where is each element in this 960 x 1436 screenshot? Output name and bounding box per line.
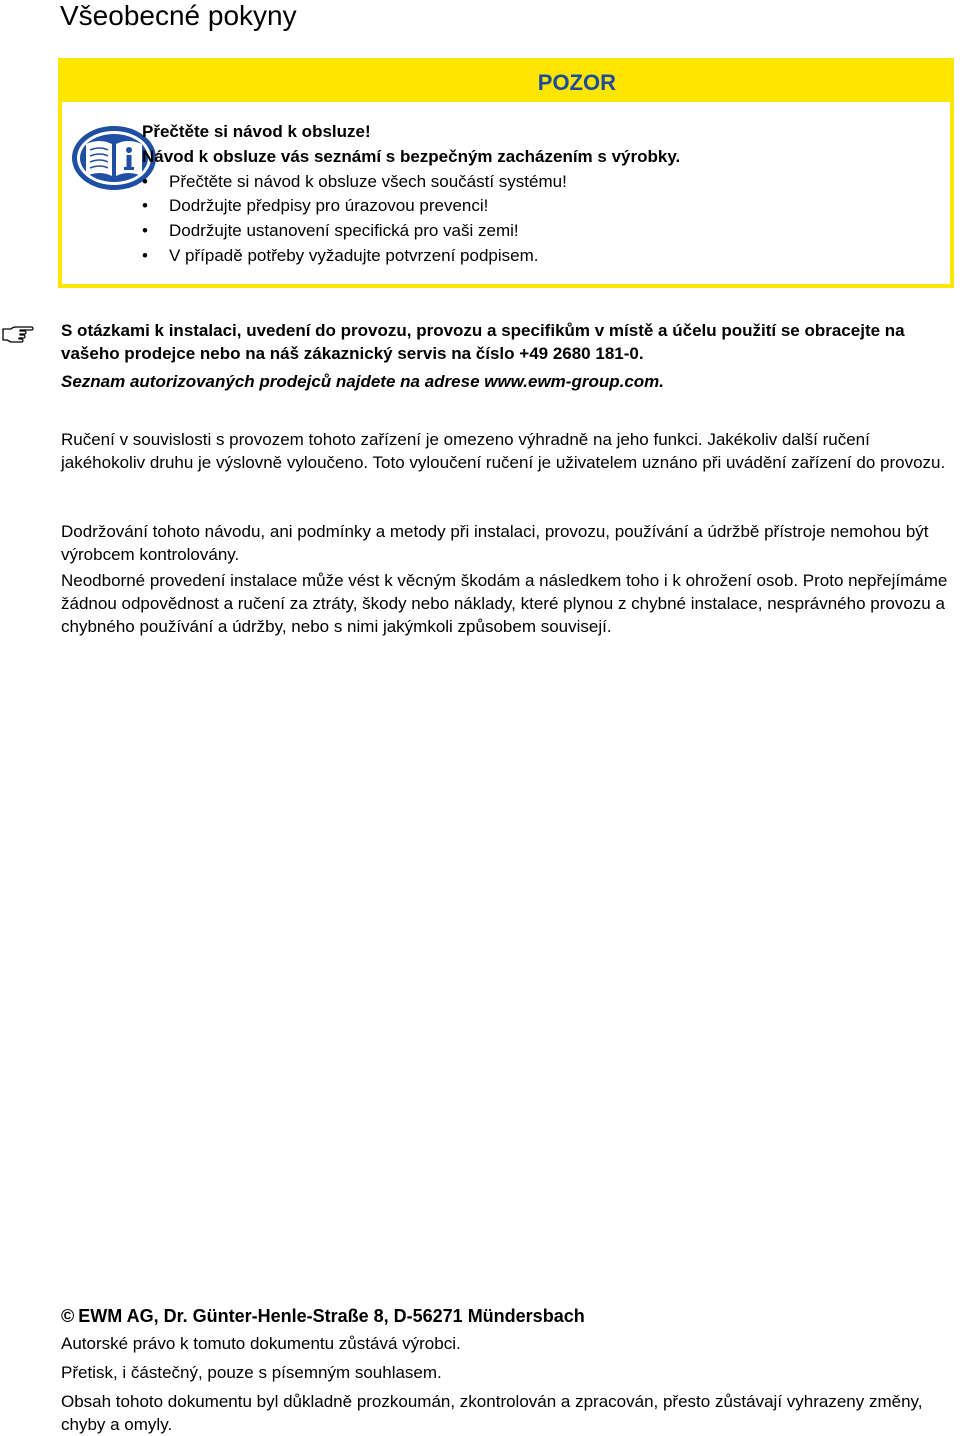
service-note-text: S otázkami k instalaci, uvedení do provozu, provozu a specifikům v místě a účelu použití se obracejte na vašeho prodejce nebo na náš zákaznický servis na číslo +49 2680 181-0.	[61, 321, 905, 363]
caution-list-item: • Přečtěte si návod k obsluze všech součástí systému!	[142, 170, 680, 195]
caution-heading-2: Návod k obsluze vás seznámí s bezpečným zacházením s výrobky.	[142, 146, 681, 166]
footer-line-3: Obsah tohoto dokumentu byl důkladně prozkoumán, zkontrolován a zpracován, přesto zůstávají vyhrazeny změny, chyby a omyly.	[61, 1392, 923, 1434]
footer-line-2: Přetisk, i částečný, pouze s písemným souhlasem.	[61, 1363, 442, 1382]
caution-list-item: • Dodržujte předpisy pro úrazovou prevenci!	[142, 194, 680, 219]
caution-box	[58, 58, 954, 288]
liability-paragraph: Ručení v souvislosti s provozem tohoto zařízení je omezeno výhradně na jeho funkci. Jakékoliv další ručení jakéhokoliv druhu je výslovně vyloučeno. Toto vyloučení ručení je uživatelem uznáno při uvádění zařízení do provozu.	[61, 430, 946, 472]
dealer-list-link[interactable]: Seznam autorizovaných prodejců najdete na adrese www.ewm-group.com.	[61, 372, 665, 391]
caution-list	[142, 170, 680, 269]
copyright-line	[61, 1305, 951, 1328]
pointing-hand-icon	[1, 320, 35, 346]
disclaimer-paragraph: Neodborné provedení instalace může vést k věcným škodám a následkem toho i k ohrožení osob. Proto nepřejímáme žádnou odpovědnost a ručení za ztráty, škody nebo náklady, které plynou z chybné instalace, nesprávného provozu a chybného používání a údržby, nebo s nimi jakýmkoli způsobem souvisejí.	[61, 571, 948, 636]
caution-heading-1: Přečtěte si návod k obsluze!	[142, 122, 371, 141]
footer	[61, 1305, 951, 1436]
caution-title: POZOR	[537, 70, 616, 95]
caution-text	[142, 120, 680, 269]
footer-line-1: Autorské právo k tomuto dokumentu zůstává výrobci.	[61, 1334, 461, 1353]
copyright-icon: ©	[61, 1306, 75, 1326]
compliance-paragraph: Dodržování tohoto návodu, ani podmínky a metody při instalaci, provozu, používání a údržbě přístroje nemohou být výrobcem kontrolovány.	[61, 522, 929, 564]
caution-list-item: • V případě potřeby vyžadujte potvrzení podpisem.	[142, 244, 680, 269]
caution-list-item: • Dodržujte ustanovení specifická pro vaši zemi!	[142, 219, 680, 244]
page-title: Všeobecné pokyny	[60, 0, 297, 31]
service-note	[61, 319, 931, 393]
copyright-text: EWM AG, Dr. Günter-Henle-Straße 8, D-56271 Mündersbach	[78, 1306, 585, 1326]
caution-band	[62, 62, 950, 102]
